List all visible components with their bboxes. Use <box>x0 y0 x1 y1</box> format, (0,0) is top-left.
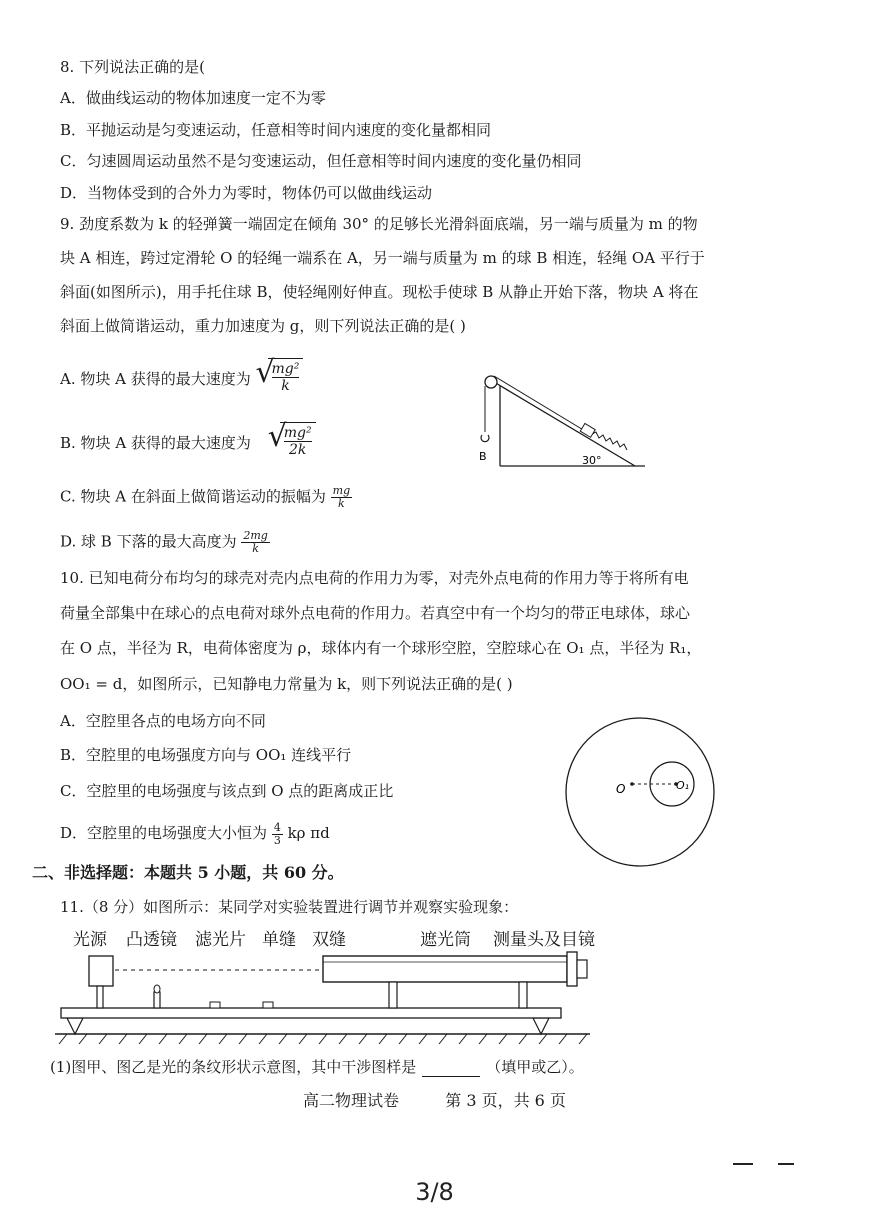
apparatus-label-single-slit: 单缝 <box>262 930 296 950</box>
q10-option-d-denominator: 3 <box>273 833 281 847</box>
q11-sub1-suffix: （填甲或乙）。 <box>486 1058 584 1076</box>
apparatus-label-tube: 遮光筒 <box>420 930 471 950</box>
q9-option-b-numerator: mg² <box>283 425 312 441</box>
q8-option-d: D．当物体受到的合外力为零时，物体仍可以做曲线运动 <box>60 184 433 202</box>
q9-option-a-numerator: mg² <box>271 361 300 377</box>
page-indicator: 3/8 <box>415 1178 454 1206</box>
q11-apparatus-figure <box>55 948 595 1050</box>
q9-option-d-denominator: k <box>252 542 259 555</box>
q9-line-1: 9. 劲度系数为 k 的轻弹簧一端固定在倾角 30° 的足够长光滑斜面底端，另一端与质量为 m 的物 <box>60 215 698 233</box>
q11-stem: 11.（8 分）如图所示：某同学对实验装置进行调节并观察实验现象： <box>60 898 519 916</box>
tube-stand-right <box>519 982 527 1008</box>
q9-line-3: 斜面(如图所示)，用手托住球 B，使轻绳刚好伸直。现松手使球 B 从静止开始下落，物块 A 将在 <box>60 283 699 301</box>
incline-surface <box>494 382 635 466</box>
page-footer <box>0 1088 869 1111</box>
q10-option-d <box>60 818 330 848</box>
q8-option-b: B．平抛运动是匀变速运动，任意相等时间内速度的变化量都相同 <box>60 121 492 139</box>
left-support <box>67 1018 83 1034</box>
q10-line-1: 10. 已知电荷分布均匀的球壳对壳内点电荷的作用力为零，对壳外点电荷的作用力等于将所有电 <box>60 569 689 587</box>
q9-line-2: 块 A 相连，跨过定滑轮 O 的轻绳一端系在 A，另一端与质量为 m 的球 B 相连，轻绳 OA 平行于 <box>60 249 705 267</box>
optical-bench <box>61 1008 561 1018</box>
q9-option-c-fraction <box>331 485 352 510</box>
lens-stand <box>154 992 160 1008</box>
q10-option-d-tail: kρ πd <box>287 824 330 842</box>
q9-option-c-numerator: mg <box>332 484 351 497</box>
center-o-dot <box>630 782 634 786</box>
q9-option-a-denominator: k <box>281 378 290 394</box>
filter-holder <box>210 1002 220 1008</box>
apparatus-label-convex-lens: 凸透镜 <box>126 930 177 950</box>
fig-label-o1: O₁ <box>676 779 690 792</box>
lens-icon <box>154 985 160 993</box>
pulley-icon <box>485 376 497 388</box>
fig-label-angle: 30° <box>582 454 602 467</box>
q11-sub1-prefix: (1)图甲、图乙是光的条纹形状示意图，其中干涉图样是 <box>50 1058 417 1076</box>
light-source-stand <box>97 986 103 1008</box>
apparatus-label-light-source: 光源 <box>73 930 107 950</box>
apparatus-label-eyepiece: 测量头及目镜 <box>493 930 595 950</box>
single-slit-holder <box>263 1002 273 1008</box>
fig-label-b: B <box>479 450 487 463</box>
corner-mark-2 <box>778 1163 794 1165</box>
apparatus-label-filter: 滤光片 <box>195 930 246 950</box>
fig-label-o: O <box>616 782 626 796</box>
q11-subquestion-1 <box>50 1057 584 1077</box>
q9-option-b <box>60 419 316 466</box>
q8-option-c: C．匀速圆周运动虽然不是匀变速运动，但任意相等时间内速度的变化量仍相同 <box>60 152 582 170</box>
q9-option-d-text: D. 球 B 下落的最大高度为 <box>60 532 237 551</box>
q10-line-3: 在 O 点，半径为 R，电荷体密度为 ρ，球体内有一个球形空腔，空腔球心在 O₁ 点，半径为 R₁， <box>60 639 702 657</box>
ground-hatch <box>59 1034 587 1044</box>
rope-oa <box>494 376 590 434</box>
apparatus-label-double-slit: 双缝 <box>312 930 346 950</box>
q10-sphere-figure <box>560 712 720 872</box>
q9-option-b-text: B. 物块 A 获得的最大速度为 <box>60 434 251 452</box>
q9-option-c <box>60 485 352 510</box>
q10-option-a: A．空腔里各点的电场方向不同 <box>60 712 266 730</box>
measuring-head <box>567 952 577 986</box>
q9-option-a <box>60 355 303 402</box>
q9-option-c-text: C. 物块 A 在斜面上做简谐运动的振幅为 <box>60 487 326 506</box>
spring-icon <box>592 432 627 450</box>
section-2-heading: 二、非选择题：本题共 5 小题，共 60 分。 <box>32 863 344 882</box>
right-support <box>533 1018 549 1034</box>
q10-option-d-fraction <box>272 822 283 847</box>
light-source-box <box>89 956 113 986</box>
q10-option-c: C．空腔里的电场强度与该点到 O 点的距离成正比 <box>60 782 394 800</box>
q9-option-d-fraction <box>241 530 269 555</box>
footer-page: 第 3 页，共 6 页 <box>445 1091 566 1110</box>
corner-mark-1 <box>733 1163 753 1165</box>
q9-option-b-sqrt: √ $\frac{\text{mg²}}{2k}$ <box>268 422 316 466</box>
q9-option-b-denominator: 2k <box>288 442 307 458</box>
q9-option-a-text: A. 物块 A 获得的最大速度为 <box>60 370 251 388</box>
ball-b-hook <box>481 435 489 442</box>
q10-line-2: 荷量全部集中在球心的点电荷对球外点电荷的作用力。若真空中有一个均匀的带正电球体，球心 <box>60 604 691 622</box>
eyepiece-icon <box>577 960 587 978</box>
q8-stem: 8. 下列说法正确的是( <box>60 58 205 76</box>
q10-option-b: B．空腔里的电场强度方向与 OO₁ 连线平行 <box>60 746 352 764</box>
q9-option-c-denominator: k <box>338 497 345 510</box>
tube-stand-left <box>389 982 397 1008</box>
light-shield-tube <box>323 956 567 982</box>
answer-blank[interactable] <box>422 1062 480 1077</box>
footer-subject: 高二物理试卷 <box>303 1091 400 1110</box>
q9-option-d-numerator: 2mg <box>243 529 268 542</box>
q9-option-d <box>60 530 270 555</box>
q10-option-d-text: D．空腔里的电场强度大小恒为 <box>60 824 268 842</box>
q9-line-4: 斜面上做简谐运动，重力加速度为 g，则下列说法正确的是( ) <box>60 317 466 335</box>
sphere-outline <box>566 718 714 866</box>
q8-option-a: A．做曲线运动的物体加速度一定不为零 <box>60 89 326 107</box>
q9-option-a-sqrt: √ $\frac{\text{mg²}}{k}$ <box>256 358 304 402</box>
q10-option-d-numerator: 4 <box>273 820 281 834</box>
q10-line-4: OO₁ = d，如图所示，已知静电力常量为 k，则下列说法正确的是( ) <box>60 675 513 693</box>
q9-incline-figure <box>470 362 660 474</box>
